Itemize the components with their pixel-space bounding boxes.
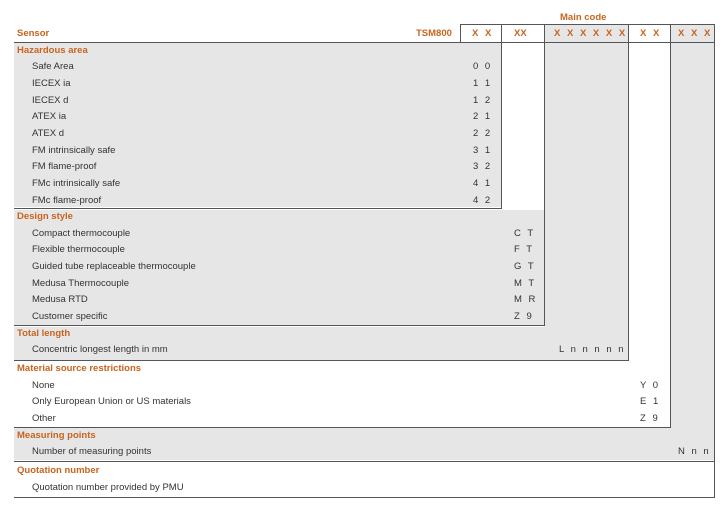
hazardous-row-code: 4 2 — [473, 195, 493, 206]
hazardous-row-code: 3 1 — [473, 145, 493, 156]
hazardous-row-label: FM intrinsically safe — [32, 145, 116, 156]
model-label: TSM800 — [416, 28, 452, 39]
quotation-end-line — [14, 497, 714, 498]
vline-5 — [670, 24, 671, 428]
measuring-end-line — [14, 461, 714, 462]
code-col-3: X X X X X X — [554, 28, 628, 39]
vline-2 — [501, 24, 502, 209]
design-row-label: Flexible thermocouple — [32, 244, 125, 255]
header-top-line — [460, 24, 714, 25]
design-row-code: G T — [514, 261, 536, 272]
design-row-label: Compact thermocouple — [32, 228, 131, 239]
hazardous-row-code: 4 1 — [473, 178, 493, 189]
code-col-4: X X — [640, 28, 662, 39]
hazardous-row-label: IECEX d — [32, 95, 69, 106]
hazardous-row-label: FM flame-proof — [32, 161, 97, 172]
sensor-label: Sensor — [17, 28, 50, 39]
code-col-5: X X X — [678, 28, 713, 39]
main-code-label: Main code — [560, 12, 607, 23]
hazardous-row-label: IECEX ia — [32, 78, 71, 89]
vline-3 — [544, 24, 545, 326]
hazardous-row-label: Safe Area — [32, 61, 74, 72]
quotation-number-title: Quotation number — [17, 465, 100, 476]
hazardous-row-code: 1 1 — [473, 78, 493, 89]
hazardous-row-code: 1 2 — [473, 95, 493, 106]
length-row-code: L n n n n n — [559, 344, 626, 355]
code-col-2: XX — [514, 28, 527, 39]
design-row-code: M R — [514, 294, 538, 305]
header-bottom-line — [14, 42, 714, 43]
design-row-label: Medusa Thermocouple — [32, 278, 129, 289]
material-row-label: Other — [32, 413, 56, 424]
hazardous-row-label: ATEX d — [32, 128, 65, 139]
design-row-code: Z 9 — [514, 311, 534, 322]
length-row-label: Concentric longest length in mm — [32, 344, 168, 355]
measuring-points-title: Measuring points — [17, 430, 96, 441]
hazardous-area-title: Hazardous area — [17, 45, 88, 56]
length-end-line — [14, 360, 628, 361]
design-row-label: Medusa RTD — [32, 294, 88, 305]
material-title: Material source restrictions — [17, 363, 142, 374]
code-col-1: X X — [472, 28, 494, 39]
design-row-code: F T — [514, 244, 535, 255]
hazardous-row-code: 2 1 — [473, 111, 493, 122]
vline-4 — [628, 24, 629, 361]
total-length-title: Total length — [17, 328, 71, 339]
column-shade-5 — [670, 24, 714, 460]
design-end-line — [14, 325, 544, 326]
material-end-line — [14, 427, 670, 428]
measuring-row-label: Number of measuring points — [32, 446, 152, 457]
vline-1 — [460, 24, 461, 43]
hazardous-row-code: 0 0 — [473, 61, 493, 72]
material-row-code: Z 9 — [640, 413, 660, 424]
hazardous-row-label: ATEX ia — [32, 111, 67, 122]
column-shade-3 — [544, 24, 628, 360]
hazardous-row-label: FMc intrinsically safe — [32, 178, 121, 189]
hazardous-row-code: 2 2 — [473, 128, 493, 139]
design-row-label: Guided tube replaceable thermocouple — [32, 261, 196, 272]
hazardous-row-label: FMc flame-proof — [32, 195, 102, 206]
quotation-row-label: Quotation number provided by PMU — [32, 482, 184, 493]
material-row-label: None — [32, 380, 55, 391]
material-row-code: Y 0 — [640, 380, 661, 391]
measuring-row-code: N n n — [678, 446, 711, 457]
design-row-label: Customer specific — [32, 311, 108, 322]
vline-6 — [714, 24, 715, 498]
material-row-code: E 1 — [640, 396, 661, 407]
design-style-title: Design style — [17, 211, 73, 222]
design-row-code: M T — [514, 278, 537, 289]
hazardous-row-code: 3 2 — [473, 161, 493, 172]
material-row-label: Only European Union or US materials — [32, 396, 191, 407]
design-row-code: C T — [514, 228, 536, 239]
hazardous-end-line — [14, 208, 501, 209]
